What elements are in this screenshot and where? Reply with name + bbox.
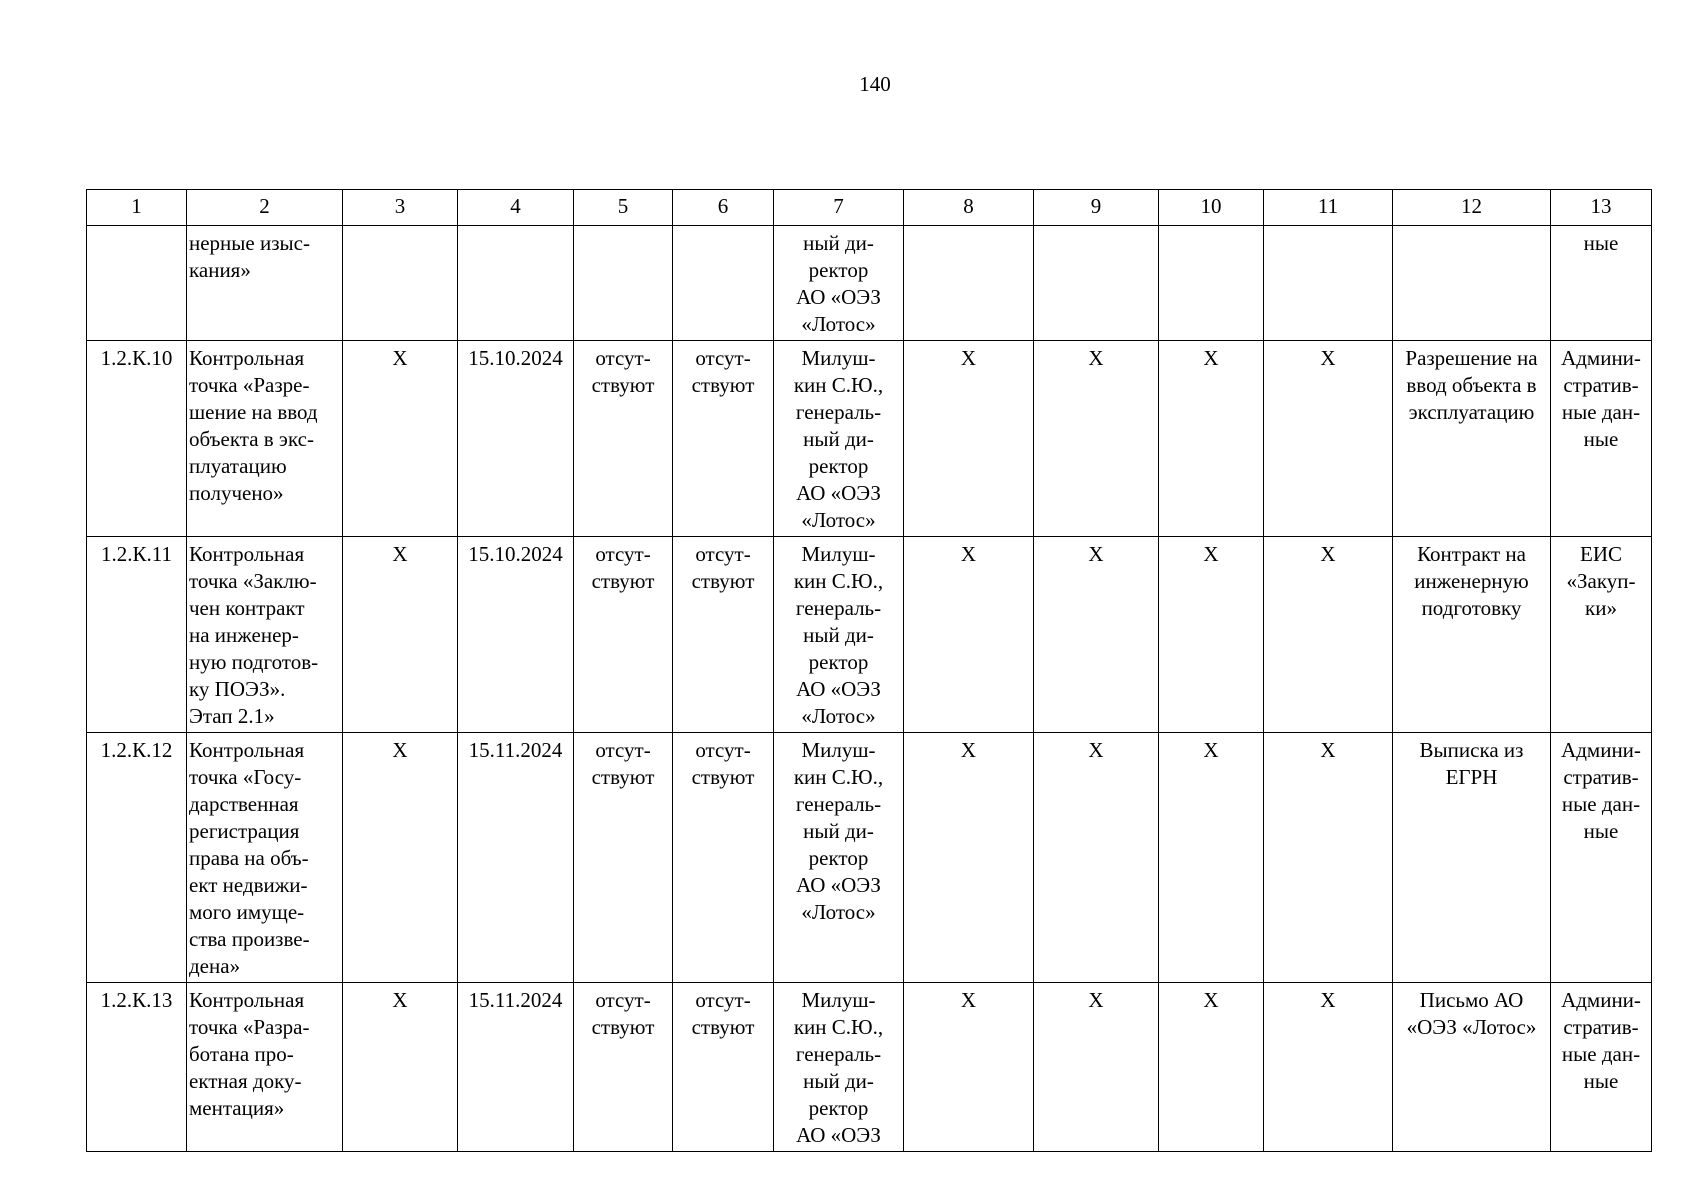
control-points-table <box>86 189 1652 1152</box>
table-cell: Х <box>904 983 1034 1152</box>
table-cell: 15.11.2024 <box>458 733 574 983</box>
table-cell: нерные изыс- кания» <box>187 226 343 341</box>
table-cell <box>87 226 187 341</box>
table-cell: отсут- ствуют <box>673 341 774 537</box>
column-header: 12 <box>1393 190 1551 226</box>
table-cell: Админи- стратив- ные дан- ные <box>1551 341 1652 537</box>
table-cell: 1.2.К.10 <box>87 341 187 537</box>
column-header: 13 <box>1551 190 1652 226</box>
table-cell: ЕИС «Закуп- ки» <box>1551 537 1652 733</box>
table-cell: Х <box>1159 983 1264 1152</box>
table-cell: отсут- ствуют <box>673 983 774 1152</box>
table-cell: Х <box>343 341 458 537</box>
table-cell: Милуш- кин С.Ю., генераль- ный ди- ректор АО «ОЭЗ «Лотос» <box>774 537 904 733</box>
table-cell <box>1393 226 1551 341</box>
table-row <box>87 733 1652 983</box>
table-cell: 15.11.2024 <box>458 983 574 1152</box>
table-cell: Контрольная точка «Разре- шение на ввод объекта в экс- плуатацию получено» <box>187 341 343 537</box>
table-cell: Х <box>343 733 458 983</box>
table-cell <box>904 226 1034 341</box>
table-cell: отсут- ствуют <box>673 537 774 733</box>
table-cell: Милуш- кин С.Ю., генераль- ный ди- ректор АО «ОЭЗ <box>774 983 904 1152</box>
table-cell: Х <box>1264 983 1393 1152</box>
table-cell: Админи- стратив- ные дан- ные <box>1551 733 1652 983</box>
table-cell: Админи- стратив- ные дан- ные <box>1551 983 1652 1152</box>
table-cell: Х <box>1034 733 1159 983</box>
table-cell: Х <box>1159 537 1264 733</box>
table-row <box>87 341 1652 537</box>
table-cell: Выписка из ЕГРН <box>1393 733 1551 983</box>
table-cell: Х <box>904 341 1034 537</box>
table-cell: отсут- ствуют <box>574 983 673 1152</box>
table-cell <box>1159 226 1264 341</box>
table-cell: Х <box>1264 537 1393 733</box>
table-cell <box>574 226 673 341</box>
table-cell: Разрешение на ввод объекта в эксплуатацию <box>1393 341 1551 537</box>
column-header: 9 <box>1034 190 1159 226</box>
column-header: 10 <box>1159 190 1264 226</box>
table-cell: Х <box>1159 733 1264 983</box>
table-cell: Х <box>343 983 458 1152</box>
column-number-row <box>87 190 1652 226</box>
table-row <box>87 537 1652 733</box>
page-number: 140 <box>859 72 891 96</box>
table-row <box>87 983 1652 1152</box>
column-header: 5 <box>574 190 673 226</box>
table-cell <box>343 226 458 341</box>
column-header: 4 <box>458 190 574 226</box>
column-header: 6 <box>673 190 774 226</box>
table-cell <box>1034 226 1159 341</box>
table-cell: Контрольная точка «Заклю- чен контракт на инженер- ную подготов- ку ПОЭЗ». Этап 2.1» <box>187 537 343 733</box>
column-header: 1 <box>87 190 187 226</box>
table-cell: Х <box>1034 537 1159 733</box>
table-cell: Х <box>1159 341 1264 537</box>
table-cell <box>673 226 774 341</box>
table-row <box>87 226 1652 341</box>
table-cell: Х <box>904 733 1034 983</box>
column-header: 2 <box>187 190 343 226</box>
table-cell: Милуш- кин С.Ю., генераль- ный ди- ректор АО «ОЭЗ «Лотос» <box>774 733 904 983</box>
table-cell: Милуш- кин С.Ю., генераль- ный ди- ректор АО «ОЭЗ «Лотос» <box>774 341 904 537</box>
table-cell: Х <box>1034 341 1159 537</box>
table-cell: отсут- ствуют <box>574 733 673 983</box>
table-cell: Х <box>343 537 458 733</box>
table-cell: отсут- ствуют <box>673 733 774 983</box>
table-cell: 1.2.К.11 <box>87 537 187 733</box>
table-cell: Х <box>1034 983 1159 1152</box>
column-header: 3 <box>343 190 458 226</box>
table-cell: Х <box>904 537 1034 733</box>
table-cell: Контрольная точка «Госу- дарственная регистрация права на объ- ект недвижи- мого имуще- ства произве- дена» <box>187 733 343 983</box>
table-cell: ный ди- ректор АО «ОЭЗ «Лотос» <box>774 226 904 341</box>
column-header: 7 <box>774 190 904 226</box>
column-header: 8 <box>904 190 1034 226</box>
table-cell: 15.10.2024 <box>458 537 574 733</box>
table-cell: Контрольная точка «Разра- ботана про- ектная доку- ментация» <box>187 983 343 1152</box>
table-cell: Х <box>1264 733 1393 983</box>
table-cell: отсут- ствуют <box>574 537 673 733</box>
table-cell <box>1264 226 1393 341</box>
table-cell: Х <box>1264 341 1393 537</box>
table-cell: отсут- ствуют <box>574 341 673 537</box>
column-header: 11 <box>1264 190 1393 226</box>
table-cell: Контракт на инженерную подготовку <box>1393 537 1551 733</box>
table-cell: ные <box>1551 226 1652 341</box>
table-cell <box>458 226 574 341</box>
table-cell: Письмо АО «ОЭЗ «Лотос» <box>1393 983 1551 1152</box>
table-cell: 15.10.2024 <box>458 341 574 537</box>
table-cell: 1.2.К.13 <box>87 983 187 1152</box>
table-cell: 1.2.К.12 <box>87 733 187 983</box>
